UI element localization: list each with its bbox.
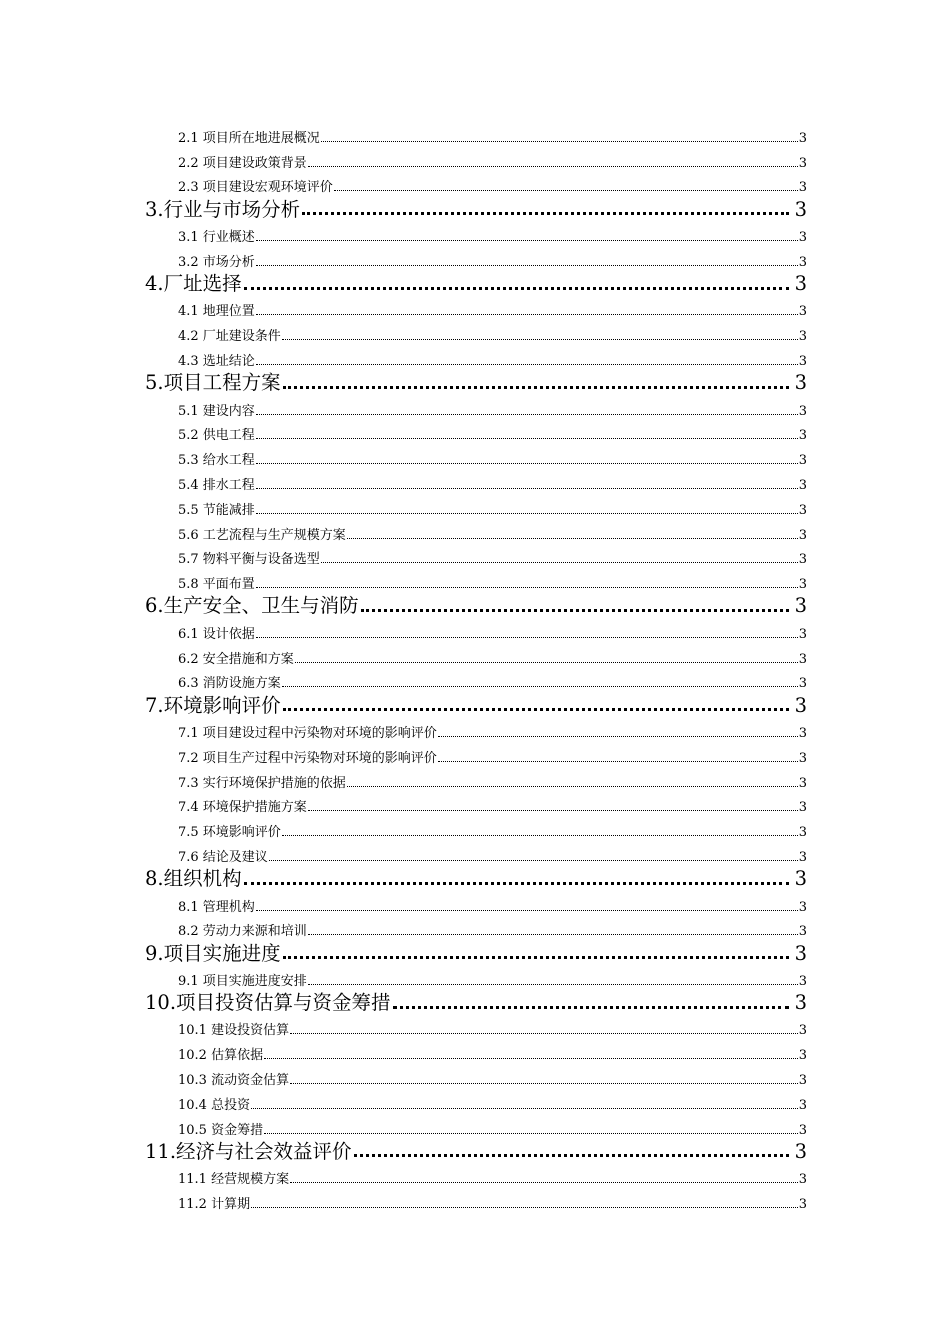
toc-section-entry[interactable] xyxy=(178,544,807,569)
dot-leader xyxy=(393,1006,789,1009)
toc-page-number: 3 xyxy=(798,973,807,989)
toc-page-number: 3 xyxy=(798,1097,807,1113)
toc-entry-label: 8.2 劳动力来源和培训 xyxy=(178,924,307,940)
toc-entry-label: 6.3 消防设施方案 xyxy=(178,676,281,692)
toc-section-entry[interactable] xyxy=(178,717,807,742)
dot-leader xyxy=(354,1154,789,1157)
toc-page-number: 3 xyxy=(794,272,807,296)
toc-section-entry[interactable] xyxy=(178,1039,807,1064)
toc-entry-label: 2.3 项目建设宏观环境评价 xyxy=(178,180,333,196)
toc-page-number: 3 xyxy=(798,527,807,543)
toc-page-number: 3 xyxy=(798,329,807,345)
toc-entry-label: 4.2 厂址建设条件 xyxy=(178,329,281,345)
toc-entry-label: 5.5 节能减排 xyxy=(178,502,255,518)
toc-section-entry[interactable] xyxy=(178,345,807,370)
dot-leader xyxy=(256,240,798,241)
toc-section-entry[interactable] xyxy=(178,122,807,147)
dot-leader xyxy=(269,860,798,861)
toc-entry-label: 4.厂址选择 xyxy=(145,272,242,296)
dot-leader xyxy=(321,141,798,142)
dot-leader xyxy=(308,166,798,167)
toc-section-entry[interactable] xyxy=(178,1188,807,1213)
dot-leader xyxy=(264,1133,798,1134)
table-of-contents xyxy=(0,122,950,1213)
toc-page-number: 3 xyxy=(798,1048,807,1064)
toc-section-entry[interactable] xyxy=(178,444,807,469)
toc-entry-label: 7.环境影响评价 xyxy=(145,693,281,717)
dot-leader xyxy=(282,339,798,340)
dot-leader xyxy=(256,488,798,489)
toc-section-entry[interactable] xyxy=(178,965,807,990)
toc-page-number: 3 xyxy=(794,594,807,618)
toc-entry-label: 7.3 实行环境保护措施的依据 xyxy=(178,775,346,791)
dot-leader xyxy=(308,810,798,811)
toc-page-number: 3 xyxy=(798,825,807,841)
dot-leader xyxy=(256,637,798,638)
toc-section-entry[interactable] xyxy=(178,816,807,841)
toc-entry-label: 11.2 计算期 xyxy=(178,1197,251,1213)
toc-page-number: 3 xyxy=(798,229,807,245)
toc-entry-label: 7.2 项目生产过程中污染物对环境的影响评价 xyxy=(178,750,437,766)
toc-entry-label: 5.6 工艺流程与生产规模方案 xyxy=(178,527,346,543)
toc-page-number: 3 xyxy=(798,304,807,320)
toc-section-entry[interactable] xyxy=(178,395,807,420)
toc-section-entry[interactable] xyxy=(178,1163,807,1188)
toc-page-number: 3 xyxy=(794,991,807,1015)
toc-entry-label: 5.3 给水工程 xyxy=(178,453,255,469)
toc-page-number: 3 xyxy=(794,941,807,965)
dot-leader xyxy=(283,956,789,959)
dot-leader xyxy=(256,364,798,365)
toc-page-number: 3 xyxy=(798,651,807,667)
toc-entry-label: 5.8 平面布置 xyxy=(178,577,255,593)
dot-leader xyxy=(244,287,789,290)
toc-chapter-entry[interactable] xyxy=(145,1139,807,1164)
toc-entry-label: 4.1 地理位置 xyxy=(178,304,255,320)
toc-chapter-entry[interactable] xyxy=(145,940,807,965)
toc-entry-label: 9.项目实施进度 xyxy=(145,941,281,965)
toc-section-entry[interactable] xyxy=(178,1015,807,1040)
toc-page-number: 3 xyxy=(798,924,807,940)
toc-entry-label: 7.5 环境影响评价 xyxy=(178,825,281,841)
toc-page-number: 3 xyxy=(794,693,807,717)
toc-entry-label: 2.1 项目所在地进展概况 xyxy=(178,130,320,146)
dot-leader xyxy=(438,761,798,762)
dot-leader xyxy=(282,686,798,687)
dot-leader xyxy=(256,438,798,439)
dot-leader xyxy=(256,414,798,415)
toc-page-number: 3 xyxy=(798,775,807,791)
toc-page-number: 3 xyxy=(798,552,807,568)
toc-page-number: 3 xyxy=(798,155,807,171)
dot-leader xyxy=(438,736,798,737)
toc-section-entry[interactable] xyxy=(178,841,807,866)
toc-section-entry[interactable] xyxy=(178,643,807,668)
toc-entry-label: 10.5 资金筹措 xyxy=(178,1122,264,1138)
toc-page-number: 3 xyxy=(798,1073,807,1089)
toc-section-entry[interactable] xyxy=(178,668,807,693)
toc-page-number: 3 xyxy=(798,899,807,915)
dot-leader xyxy=(256,265,798,266)
dot-leader xyxy=(251,1108,798,1109)
toc-section-entry[interactable] xyxy=(178,221,807,246)
toc-chapter-entry[interactable] xyxy=(145,271,807,296)
toc-entry-label: 7.4 环境保护措施方案 xyxy=(178,800,307,816)
dot-leader xyxy=(256,314,798,315)
toc-section-entry[interactable] xyxy=(178,792,807,817)
toc-page-number: 3 xyxy=(798,254,807,270)
toc-section-entry[interactable] xyxy=(178,172,807,197)
dot-leader xyxy=(347,786,798,787)
toc-page-number: 3 xyxy=(798,626,807,642)
toc-page-number: 3 xyxy=(798,800,807,816)
dot-leader xyxy=(256,463,798,464)
toc-page-number: 3 xyxy=(794,867,807,891)
toc-section-entry[interactable] xyxy=(178,519,807,544)
toc-section-entry[interactable] xyxy=(178,891,807,916)
toc-entry-label: 8.1 管理机构 xyxy=(178,899,255,915)
toc-entry-label: 11.1 经营规模方案 xyxy=(178,1172,290,1188)
toc-entry-label: 6.生产安全、卫生与消防 xyxy=(145,594,359,618)
toc-page-number: 3 xyxy=(798,477,807,493)
toc-entry-label: 7.6 结论及建议 xyxy=(178,849,268,865)
dot-leader xyxy=(251,1207,798,1208)
toc-chapter-entry[interactable] xyxy=(145,990,807,1015)
toc-page-number: 3 xyxy=(798,1172,807,1188)
toc-entry-label: 8.组织机构 xyxy=(145,867,242,891)
toc-section-entry[interactable] xyxy=(178,767,807,792)
toc-page-number: 3 xyxy=(798,577,807,593)
toc-section-entry[interactable] xyxy=(178,246,807,271)
toc-page-number: 3 xyxy=(798,353,807,369)
toc-chapter-entry[interactable] xyxy=(145,370,807,395)
toc-entry-label: 5.7 物料平衡与设备选型 xyxy=(178,552,320,568)
toc-entry-label: 10.1 建设投资估算 xyxy=(178,1023,290,1039)
toc-chapter-entry[interactable] xyxy=(145,196,807,221)
toc-entry-label: 5.2 供电工程 xyxy=(178,428,255,444)
toc-entry-label: 10.2 估算依据 xyxy=(178,1048,264,1064)
dot-leader xyxy=(256,910,798,911)
toc-page-number: 3 xyxy=(794,1139,807,1163)
toc-section-entry[interactable] xyxy=(178,469,807,494)
dot-leader xyxy=(308,984,798,985)
dot-leader xyxy=(290,1083,798,1084)
toc-section-entry[interactable] xyxy=(178,1064,807,1089)
toc-page-number: 3 xyxy=(794,197,807,221)
toc-page-number: 3 xyxy=(798,1122,807,1138)
toc-entry-label: 10.项目投资估算与资金筹措 xyxy=(145,991,391,1015)
toc-entry-label: 6.1 设计依据 xyxy=(178,626,255,642)
toc-entry-label: 7.1 项目建设过程中污染物对环境的影响评价 xyxy=(178,725,437,741)
toc-page-number: 3 xyxy=(798,453,807,469)
dot-leader xyxy=(282,835,798,836)
dot-leader xyxy=(283,386,789,389)
dot-leader xyxy=(308,934,798,935)
toc-entry-label: 10.3 流动资金估算 xyxy=(178,1073,290,1089)
toc-entry-label: 11.经济与社会效益评价 xyxy=(145,1139,352,1163)
toc-chapter-entry[interactable] xyxy=(145,866,807,891)
dot-leader xyxy=(264,1058,798,1059)
dot-leader xyxy=(256,587,798,588)
toc-entry-label: 4.3 选址结论 xyxy=(178,353,255,369)
toc-entry-label: 5.1 建设内容 xyxy=(178,403,255,419)
dot-leader xyxy=(283,708,789,711)
toc-chapter-entry[interactable] xyxy=(145,593,807,618)
toc-section-entry[interactable] xyxy=(178,916,807,941)
toc-page-number: 3 xyxy=(798,130,807,146)
toc-section-entry[interactable] xyxy=(178,494,807,519)
toc-section-entry[interactable] xyxy=(178,568,807,593)
dot-leader xyxy=(244,882,789,885)
toc-section-entry[interactable] xyxy=(178,320,807,345)
toc-page-number: 3 xyxy=(798,1023,807,1039)
dot-leader xyxy=(256,513,798,514)
toc-section-entry[interactable] xyxy=(178,420,807,445)
toc-page-number: 3 xyxy=(798,750,807,766)
toc-page-number: 3 xyxy=(798,676,807,692)
dot-leader xyxy=(334,190,798,191)
toc-page-number: 3 xyxy=(798,403,807,419)
toc-page-number: 3 xyxy=(798,502,807,518)
toc-section-entry[interactable] xyxy=(178,618,807,643)
dot-leader xyxy=(347,538,798,539)
toc-entry-label: 3.行业与市场分析 xyxy=(145,197,301,221)
toc-section-entry[interactable] xyxy=(178,296,807,321)
dot-leader xyxy=(361,609,789,612)
toc-section-entry[interactable] xyxy=(178,742,807,767)
toc-entry-label: 10.4 总投资 xyxy=(178,1097,251,1113)
toc-section-entry[interactable] xyxy=(178,147,807,172)
dot-leader xyxy=(295,662,798,663)
toc-page-number: 3 xyxy=(798,849,807,865)
toc-section-entry[interactable] xyxy=(178,1089,807,1114)
dot-leader xyxy=(290,1033,798,1034)
toc-chapter-entry[interactable] xyxy=(145,692,807,717)
toc-entry-label: 5.4 排水工程 xyxy=(178,477,255,493)
toc-entry-label: 2.2 项目建设政策背景 xyxy=(178,155,307,171)
toc-entry-label: 5.项目工程方案 xyxy=(145,371,281,395)
dot-leader xyxy=(321,562,798,563)
toc-page-number: 3 xyxy=(798,428,807,444)
toc-page-number: 3 xyxy=(794,371,807,395)
toc-entry-label: 3.2 市场分析 xyxy=(178,254,255,270)
toc-page-number: 3 xyxy=(798,725,807,741)
toc-entry-label: 9.1 项目实施进度安排 xyxy=(178,973,307,989)
toc-page-number: 3 xyxy=(798,180,807,196)
toc-entry-label: 3.1 行业概述 xyxy=(178,229,255,245)
dot-leader xyxy=(290,1182,798,1183)
toc-section-entry[interactable] xyxy=(178,1114,807,1139)
toc-page-number: 3 xyxy=(798,1197,807,1213)
dot-leader xyxy=(302,212,788,215)
toc-entry-label: 6.2 安全措施和方案 xyxy=(178,651,294,667)
